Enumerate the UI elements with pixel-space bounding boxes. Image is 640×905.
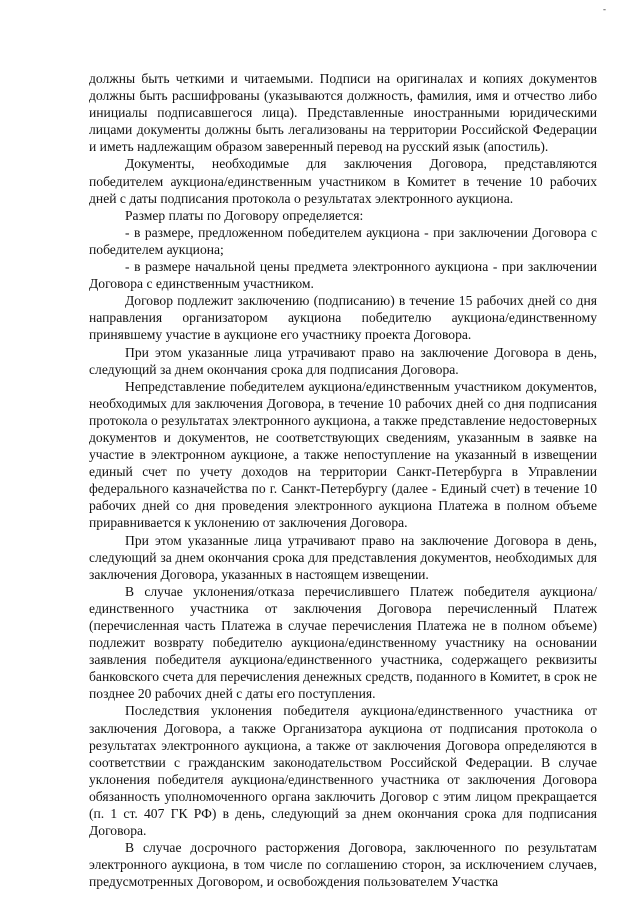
paragraph-non-submission: Непредставление победителем аукциона/единственным участником документов, необходимых для заключения Договора, в течение 10 рабочих дней со дня подписания протокола о результатах электронного аукциона, а также представление недостоверных документов и документов, не соответствующих сведениям, указанным в заявке на участие в электронном аукционе, а также непоступление на указанный в извещении единый счет по учету доходов на территории Санкт-Петербурга в Управлении федерального казначейства по г. Санкт-Петербургу (далее - Единый счет) в течение 10 рабочих дней со дня проведения электронного аукциона Платежа в полном объеме приравнивается к уклонению от заключения Договора. — [89, 378, 597, 531]
paragraph-evasion-consequences: Последствия уклонения победителя аукциона/единственного участника от заключения Договора, а также Организатора аукциона от подписания протокола о результатах электронного аукциона, а также от заключения Договора определяются в соответствии с гражданским законодательством Российской Федерации. В случае уклонения победителя аукциона/единственного участника от заключения Договора обязанность уполномоченного органа заключить Договор с этим лицом прекращается (п. 1 ст. 407 ГК РФ) в день, следующий за днем окончания срока для подписания Договора. — [89, 703, 597, 839]
paragraph-signatures-requirements: должны быть четкими и читаемыми. Подписи на оригиналах и копиях документов должны быть расшифрованы (указываются должность, фамилия, имя и отчество либо инициалы подписавшегося лица). Представленные иностранными юридическими лицами документы должны быть легализованы на территории Российской Федерации и иметь надлежащим образом заверенный перевод на русский язык (апостиль). — [89, 71, 597, 155]
paragraph-documents-submission: Документы, необходимые для заключения Договора, представляются победителем аукциона/единственным участником в Комитет в течение 10 рабочих дней с даты подписания протокола о результатах электронного аукциона. — [89, 156, 597, 206]
paragraph-payment-single-participant: - в размере начальной цены предмета электронного аукциона - при заключении Договора с единственным участником. — [89, 259, 597, 292]
paragraph-payment-refund: В случае уклонения/отказа перечислившего Платеж победителя аукциона/единственного участника от заключения Договора перечисленный Платеж (перечисленная часть Платежа в случае перечисления Платежа не в полном объеме) подлежит возврату победителю аукциона/единственному участнику на основании заявления победителя аукциона/единственного участника, содержащего реквизиты банковского счета для перечисления денежных средств, поданного в Комитет, в срок не позднее 20 рабочих дней с даты его поступления. — [89, 583, 597, 702]
page-corner-mark: - — [603, 4, 606, 14]
paragraph-early-termination: В случае досрочного расторжения Договора, заключенного по результатам электронного аукциона, в том числе по соглашению сторон, за исключением случаев, предусмотренных Договором, и освобождения пользователем Участка — [89, 840, 597, 890]
paragraph-right-loss-signing: При этом указанные лица утрачивают право на заключение Договора в день, следующий за днем окончания срока для подписания Договора. — [89, 344, 597, 377]
paragraph-contract-signing-term: Договор подлежит заключению (подписанию) в течение 15 рабочих дней со дня направления организатором аукциона победителю аукциона/единственному принявшему участие в аукционе его участнику проекта Договора. — [89, 293, 597, 343]
paragraph-payment-amount-heading: Размер платы по Договору определяется: — [125, 207, 364, 223]
paragraph-payment-winner: - в размере, предложенном победителем аукциона - при заключении Договора с победителем аукциона; — [89, 224, 597, 257]
document-body — [89, 70, 597, 891]
paragraph-right-loss-documents: При этом указанные лица утрачивают право на заключение Договора в день, следующий за днем окончания срока для представления документов, необходимых для заключения Договора, указанных в настоящем извещении. — [89, 532, 597, 582]
